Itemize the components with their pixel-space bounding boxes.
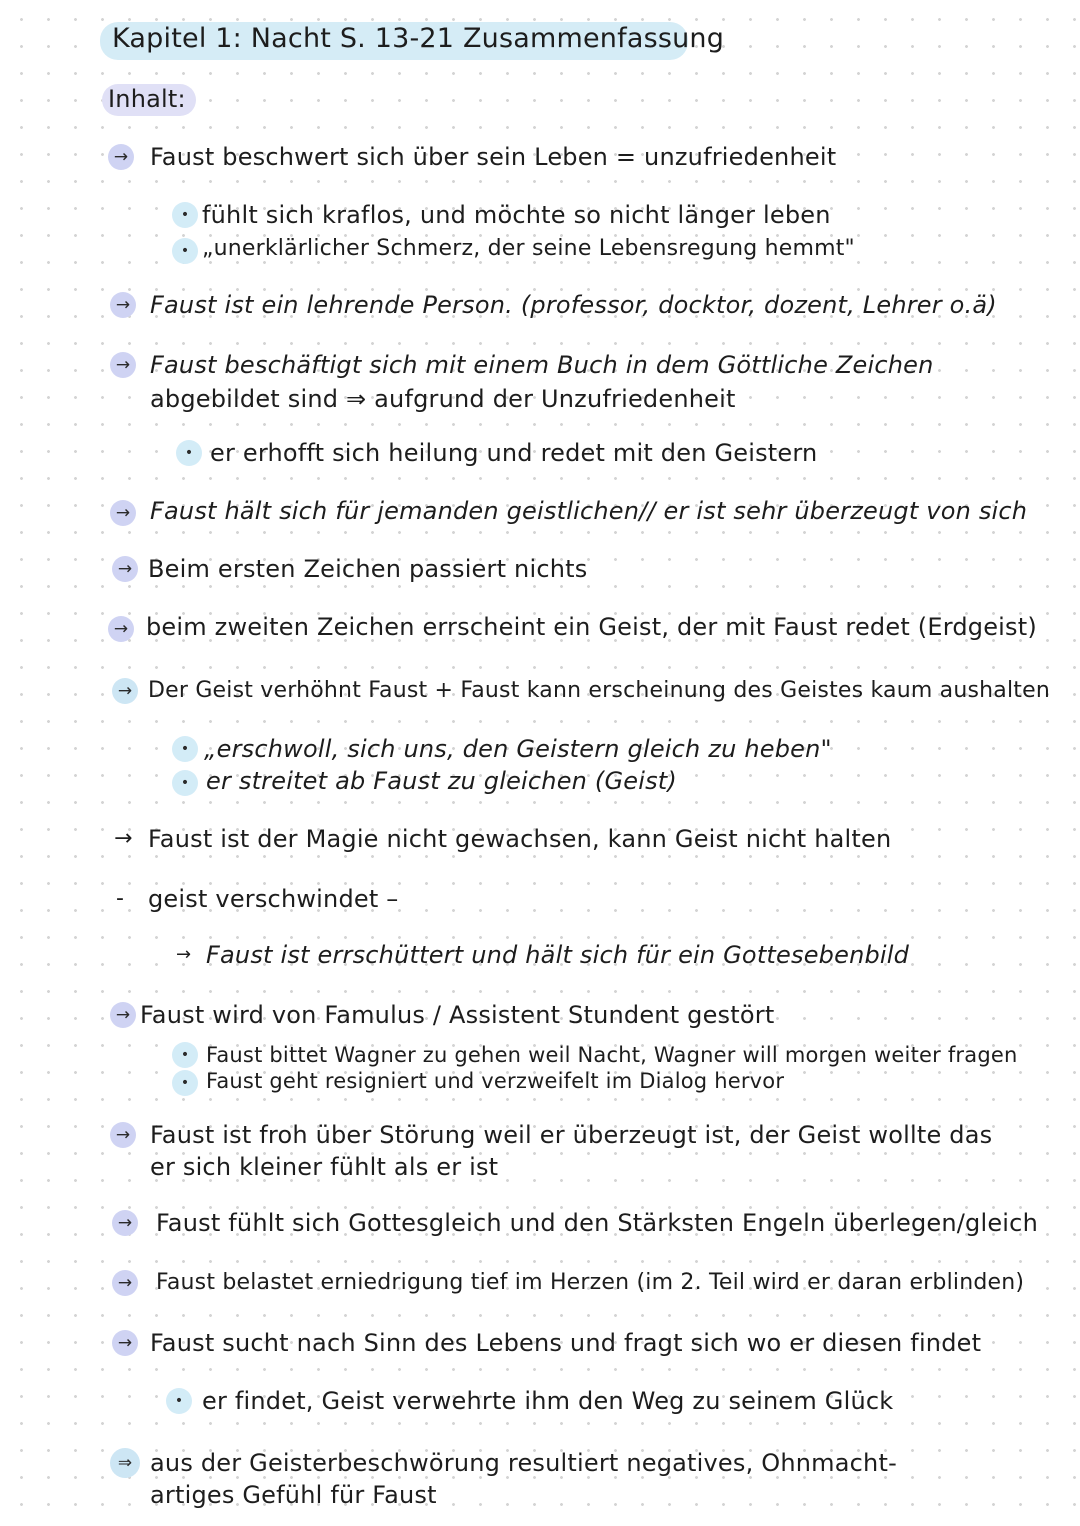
note-subline: er erhofft sich heilung und redet mit den Geistern	[210, 439, 818, 467]
dot-bullet-icon: •	[172, 1070, 198, 1096]
arrow-bullet-icon: →	[112, 1270, 138, 1296]
arrow-bullet-icon: →	[108, 144, 134, 170]
plain-arrow-icon: →	[114, 826, 133, 851]
note-line: Faust ist der Magie nicht gewachsen, kann Geist nicht halten	[148, 825, 892, 853]
dot-bullet-icon: •	[176, 440, 202, 466]
note-line: Faust ist froh über Störung weil er überzeugt ist, der Geist wollte das	[150, 1121, 993, 1149]
note-line: Faust wird von Famulus / Assistent Stundent gestört	[140, 1001, 775, 1029]
note-subline: er streitet ab Faust zu gleichen (Geist)	[206, 767, 677, 795]
note-line: Beim ersten Zeichen passiert nichts	[148, 555, 588, 583]
note-line-continued: er sich kleiner fühlt als er ist	[150, 1153, 499, 1181]
note-line: aus der Geisterbeschwörung resultiert negatives, Ohnmacht-	[150, 1449, 897, 1477]
arrow-bullet-icon: →	[108, 616, 134, 642]
note-line-continued: artiges Gefühl für Faust	[150, 1481, 437, 1509]
note-line: Faust sucht nach Sinn des Lebens und fragt sich wo er diesen findet	[150, 1329, 982, 1357]
dot-bullet-icon: •	[166, 1388, 192, 1414]
note-line: Der Geist verhöhnt Faust + Faust kann erscheinung des Geistes kaum aushalten	[148, 678, 1051, 703]
dot-bullet-icon: •	[172, 736, 198, 762]
note-subline: Faust bittet Wagner zu gehen weil Nacht, Wagner will morgen weiter fragen	[206, 1043, 1018, 1067]
note-subline: „erschwoll, sich uns, den Geistern gleich zu heben"	[204, 735, 832, 763]
arrow-bullet-icon: →	[112, 1210, 138, 1236]
section-label: Inhalt:	[108, 85, 186, 113]
arrow-bullet-icon: →	[112, 556, 138, 582]
note-line: Faust beschwert sich über sein Leben = unzufriedenheit	[150, 143, 837, 171]
plain-arrow-icon: →	[176, 944, 192, 965]
arrow-bullet-icon: →	[110, 352, 136, 378]
note-line: Faust beschäftigt sich mit einem Buch in dem Göttliche Zeichen	[150, 351, 934, 379]
dash-icon: -	[116, 886, 124, 911]
arrow-bullet-icon: →	[110, 500, 136, 526]
note-line: Faust belastet erniedrigung tief im Herzen (im 2. Teil wird er daran erblinden)	[156, 1270, 1025, 1295]
arrow-bullet-icon: →	[110, 1002, 136, 1028]
arrow-bullet-icon: →	[110, 292, 136, 318]
arrow-bullet-icon: →	[112, 1330, 138, 1356]
dot-bullet-icon: •	[172, 770, 198, 796]
note-subline: er findet, Geist verwehrte ihm den Weg zu seinem Glück	[202, 1387, 894, 1415]
double-arrow-bullet-icon: ⇒	[110, 1448, 140, 1478]
note-line: Faust ist ein lehrende Person. (professor, docktor, dozent, Lehrer o.ä)	[150, 291, 997, 319]
dot-bullet-icon: •	[172, 238, 198, 264]
note-subline: Faust ist errschüttert und hält sich für ein Gottesebenbild	[206, 941, 910, 969]
note-line: beim zweiten Zeichen errscheint ein Geist, der mit Faust redet (Erdgeist)	[146, 613, 1037, 641]
dot-bullet-icon: •	[172, 202, 198, 228]
page-title: Kapitel 1: Nacht S. 13-21 Zusammenfassung	[112, 23, 725, 54]
arrow-bullet-icon: →	[112, 678, 138, 704]
note-subline: „unerklärlicher Schmerz, der seine Lebensregung hemmt"	[202, 236, 855, 261]
note-line-continued: abgebildet sind ⇒ aufgrund der Unzufriedenheit	[150, 385, 736, 413]
arrow-bullet-icon: →	[110, 1122, 136, 1148]
note-line: Faust hält sich für jemanden geistlichen// er ist sehr überzeugt von sich	[150, 497, 1028, 525]
note-subline: Faust geht resigniert und verzweifelt im Dialog hervor	[206, 1069, 785, 1093]
note-line: Faust fühlt sich Gottesgleich und den Stärksten Engeln überlegen/gleich	[156, 1209, 1038, 1237]
note-line: geist verschwindet –	[148, 885, 399, 913]
note-subline: fühlt sich kraflos, und möchte so nicht länger leben	[202, 201, 831, 229]
dot-bullet-icon: •	[172, 1042, 198, 1068]
